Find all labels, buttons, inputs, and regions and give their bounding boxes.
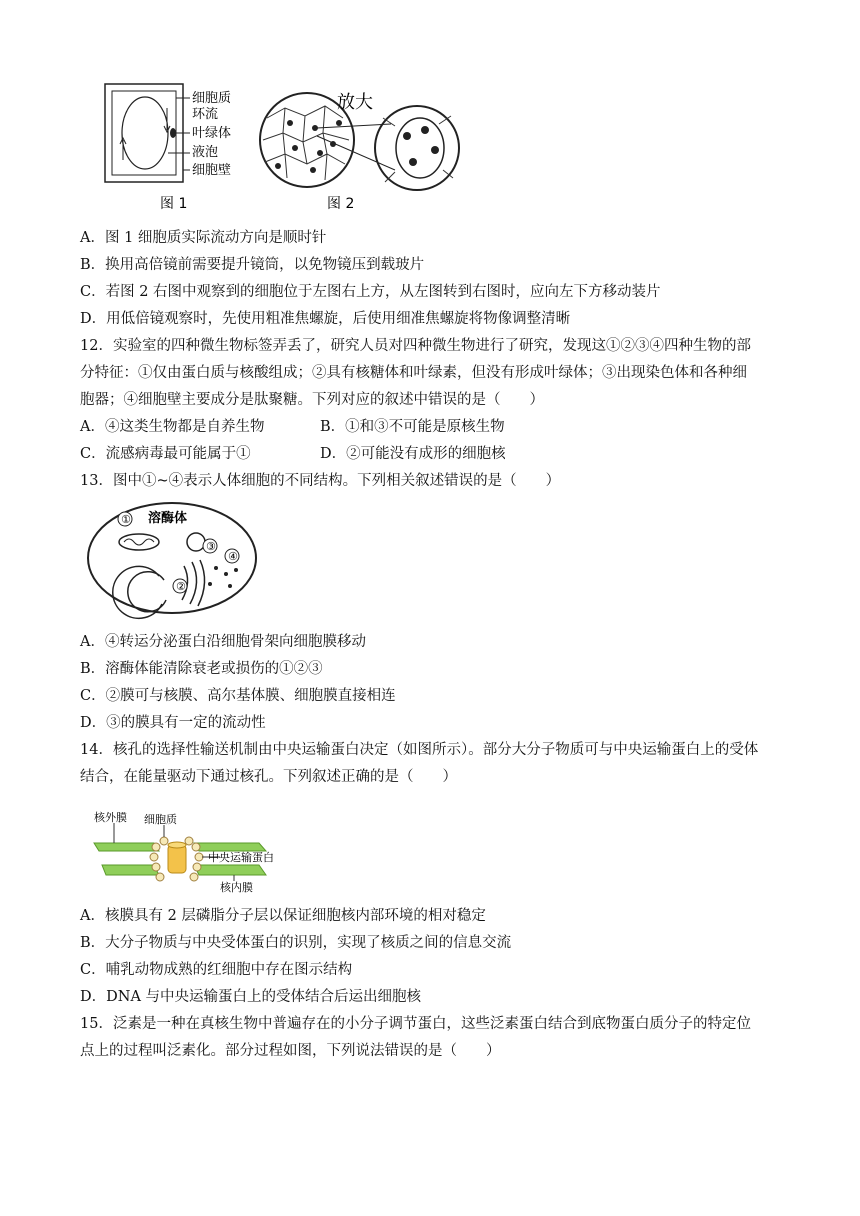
label-cell-wall: 细胞壁 bbox=[192, 163, 232, 178]
q11-option-a: A．图 1 细胞质实际流动方向是顺时针 bbox=[80, 230, 327, 246]
q13-label-lysosome: 溶酶体 bbox=[148, 511, 188, 526]
figure-2-views bbox=[260, 92, 459, 212]
q13-label-4: ④ bbox=[228, 550, 238, 563]
q13-stem: 13．图中①~④表示人体细胞的不同结构。下列相关叙述错误的是（ ） bbox=[80, 473, 561, 489]
label-vacuole: 液泡 bbox=[192, 145, 219, 160]
figure-1-and-2 bbox=[95, 78, 475, 218]
figure-2-caption: 图 2 bbox=[327, 196, 355, 212]
q14-label-outer-membrane: 核外膜 bbox=[94, 811, 127, 824]
q12-stem-line-1: 12．实验室的四种微生物标签弄丢了，研究人员对四种微生物进行了研究，发现这①②③④四种生物的部 bbox=[80, 338, 751, 354]
q12-option-a: A．④这类生物都是自养生物 bbox=[80, 419, 265, 435]
q11-option-b: B．换用高倍镜前需要提升镜筒，以免物镜压到载玻片 bbox=[80, 257, 425, 273]
q12-option-b: B．①和③不可能是原核生物 bbox=[320, 419, 505, 435]
q14-option-d: D．DNA 与中央运输蛋白上的受体结合后运出细胞核 bbox=[80, 989, 422, 1005]
figure-1-caption: 图 1 bbox=[160, 196, 188, 212]
q12-stem-line-3: 胞器；④细胞壁主要成分是肽聚糖。下列对应的叙述中错误的是（ ） bbox=[80, 392, 544, 408]
q13-label-2: ② bbox=[176, 580, 186, 593]
q13-label-3: ③ bbox=[206, 540, 216, 553]
q13-option-d: D．③的膜具有一定的流动性 bbox=[80, 715, 266, 731]
q15-stem-line-1: 15．泛素是一种在真核生物中普遍存在的小分子调节蛋白，这些泛素蛋白结合到底物蛋白质分子的特定位 bbox=[80, 1016, 751, 1032]
magnify-label: 放大 bbox=[337, 92, 373, 113]
q14-stem-line-1: 14．核孔的选择性输送机制由中央运输蛋白决定（如图所示）。部分大分子物质可与中央运输蛋白上的受体 bbox=[80, 742, 759, 758]
q11-option-d: D．用低倍镜观察时，先使用粗准焦螺旋，后使用细准焦螺旋将物像调整清晰 bbox=[80, 311, 571, 327]
q13-option-c: C．②膜可与核膜、高尔基体膜、细胞膜直接相连 bbox=[80, 688, 396, 704]
q12-option-c: C．流感病毒最可能属于① bbox=[80, 446, 251, 462]
label-cytoplasm: 细胞质 bbox=[192, 91, 232, 106]
q14-label-inner-membrane: 核内膜 bbox=[220, 881, 253, 894]
q13-option-b: B．溶酶体能清除衰老或损伤的①②③ bbox=[80, 661, 323, 677]
q14-label-cytoplasm: 细胞质 bbox=[144, 813, 177, 826]
q13-option-a: A．④转运分泌蛋白沿细胞骨架向细胞膜移动 bbox=[80, 634, 366, 650]
q12-stem-line-2: 分特征：①仅由蛋白质与核酸组成；②具有核糖体和叶绿素，但没有形成叶绿体；③出现染色体和各种细 bbox=[80, 365, 747, 381]
q13-label-1: ① bbox=[121, 513, 131, 526]
q13-cell-figure bbox=[84, 500, 264, 620]
figure-1-cell bbox=[105, 84, 231, 212]
q15-stem-line-2: 点上的过程叫泛素化。部分过程如图，下列说法错误的是（ ） bbox=[80, 1043, 501, 1059]
q14-option-c: C．哺乳动物成熟的红细胞中存在图示结构 bbox=[80, 962, 353, 978]
q14-option-b: B．大分子物质与中央受体蛋白的识别，实现了核质之间的信息交流 bbox=[80, 935, 512, 951]
label-circulation: 环流 bbox=[192, 107, 219, 122]
label-chloroplast: 叶绿体 bbox=[192, 126, 232, 141]
q14-label-central-protein: 中央运输蛋白 bbox=[208, 851, 274, 864]
q14-option-a: A．核膜具有 2 层磷脂分子层以保证细胞核内部环境的相对稳定 bbox=[80, 908, 486, 924]
q14-nuclear-pore-figure bbox=[84, 805, 304, 897]
q12-option-d: D．②可能没有成形的细胞核 bbox=[320, 446, 506, 462]
q11-option-c: C．若图 2 右图中观察到的细胞位于左图右上方，从左图转到右图时，应向左下方移动装片 bbox=[80, 284, 661, 300]
q14-stem-line-2: 结合，在能量驱动下通过核孔。下列叙述正确的是（ ） bbox=[80, 769, 457, 785]
